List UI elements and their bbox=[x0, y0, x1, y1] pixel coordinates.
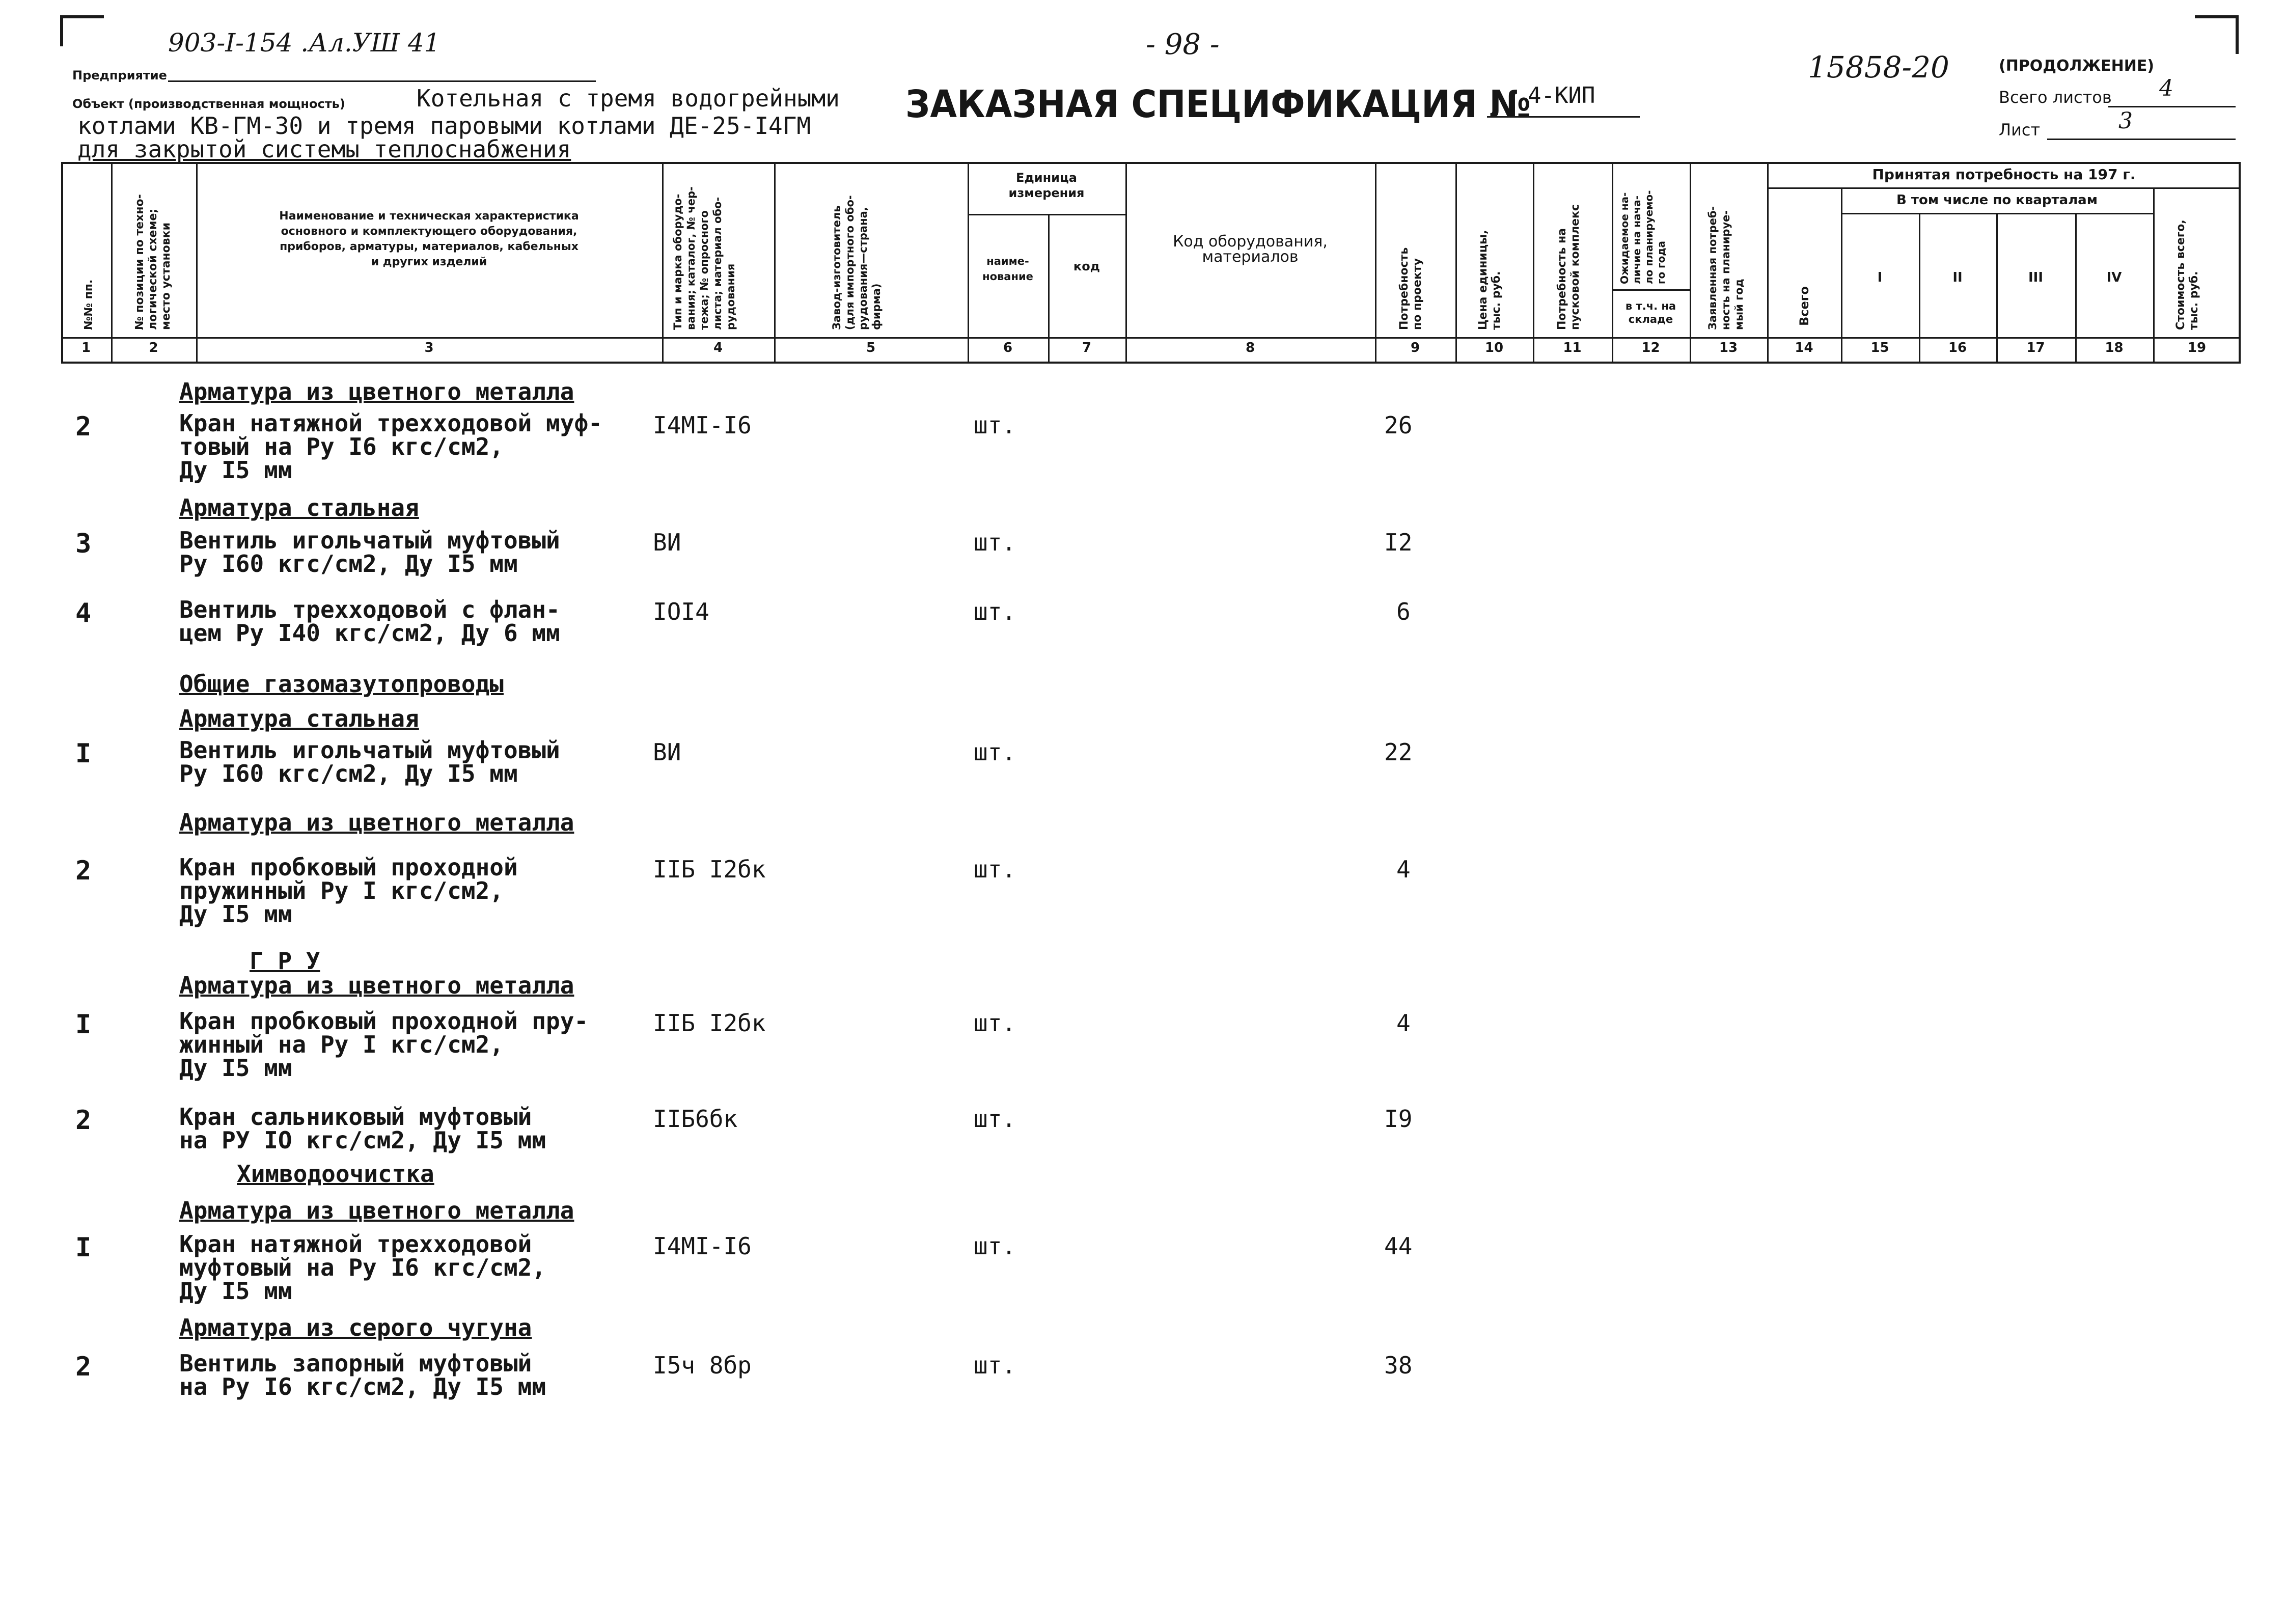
section-heading: Арматура из цветного металла bbox=[179, 809, 574, 836]
col-header-position: № позиции по техно- логической схеме; место установки bbox=[133, 194, 173, 330]
col-header-in-stock: в т.ч. на складе bbox=[1625, 300, 1676, 325]
item-type: IIБ I2бк bbox=[653, 856, 766, 883]
col-header-unit-name: наиме- нование bbox=[982, 255, 1033, 283]
section-heading: Арматура стальная bbox=[179, 494, 419, 521]
col-header-quarters: В том числе по кварталам bbox=[1896, 192, 2098, 208]
item-number: I bbox=[75, 1009, 92, 1040]
column-number: 6 bbox=[1003, 340, 1013, 355]
col-header-price: Цена единицы, тыс. руб. bbox=[1477, 230, 1503, 330]
col-border bbox=[774, 162, 776, 364]
document-title: ЗАКАЗНАЯ СПЕЦИФИКАЦИЯ № bbox=[905, 82, 1531, 126]
item-number: 2 bbox=[75, 411, 92, 442]
item-unit: шт. bbox=[974, 738, 1016, 766]
column-number: 2 bbox=[149, 340, 158, 355]
item-quantity: I9 bbox=[1384, 1105, 1413, 1133]
document-number: 15858-20 bbox=[1808, 50, 1949, 85]
enterprise-label: Предприятие bbox=[72, 68, 167, 82]
sheets-total-label: Всего листов bbox=[1999, 88, 2112, 107]
item-number: 2 bbox=[75, 1352, 92, 1382]
column-number: 5 bbox=[866, 340, 876, 355]
item-number: I bbox=[75, 1232, 92, 1263]
row-border bbox=[968, 214, 1125, 215]
col-header-equipment-code: Код оборудования, материалов bbox=[1173, 233, 1328, 266]
col-header-manufacturer: Завод-изготовитель (для импортного обо- рудования—страна, фирма) bbox=[831, 195, 883, 330]
item-quantity: 26 bbox=[1384, 411, 1413, 439]
item-quantity: 38 bbox=[1384, 1352, 1413, 1379]
col-border bbox=[196, 162, 198, 364]
column-number: 3 bbox=[424, 340, 434, 355]
row-border bbox=[1612, 289, 1690, 291]
column-number: 4 bbox=[713, 340, 723, 355]
col-header-unit-group: Единица измерения bbox=[1008, 171, 1085, 200]
row-border bbox=[1841, 213, 2153, 214]
section-heading: Арматура из цветного металла bbox=[179, 972, 574, 999]
column-number: 10 bbox=[1484, 340, 1504, 355]
column-number: 9 bbox=[1410, 340, 1420, 355]
item-name: Кран натяжной трехходовой муфтовый на Ру I6 кгс/см2, Ду I5 мм bbox=[179, 1230, 546, 1305]
item-number: 4 bbox=[75, 598, 92, 628]
item-unit: шт. bbox=[974, 1352, 1016, 1379]
item-quantity: I2 bbox=[1384, 529, 1413, 556]
col-header-demand: Потребность по проекту bbox=[1398, 247, 1424, 330]
col-border bbox=[1533, 162, 1534, 364]
item-type: ВИ bbox=[653, 529, 681, 556]
column-number: 19 bbox=[2187, 340, 2207, 355]
item-unit: шт. bbox=[974, 1232, 1016, 1260]
section-heading: Г Р У bbox=[250, 947, 320, 975]
section-heading: Арматура из серого чугуна bbox=[179, 1314, 532, 1341]
col-border bbox=[1767, 162, 1769, 364]
section-heading: Общие газомазутопроводы bbox=[179, 670, 504, 698]
item-name: Кран пробковый проходной пру- жинный на Ру I кгс/см2, Ду I5 мм bbox=[179, 1007, 589, 1082]
sheet-line bbox=[2047, 139, 2236, 140]
column-number: 14 bbox=[1795, 340, 1813, 355]
col-border bbox=[1455, 162, 1457, 364]
item-number: 2 bbox=[75, 856, 92, 886]
column-number: 12 bbox=[1641, 340, 1660, 355]
column-number: 15 bbox=[1870, 340, 1889, 355]
section-heading: Химводоочистка bbox=[237, 1160, 434, 1188]
column-number: 18 bbox=[2105, 340, 2124, 355]
col-header-name: Наименование и техническая характеристика основного и комплектующего оборудования, приборов, арматуры, материалов, кабельных и других изделий bbox=[279, 210, 579, 268]
page-number: - 98 - bbox=[1146, 28, 1220, 61]
column-number: 11 bbox=[1563, 340, 1582, 355]
item-type: IOI4 bbox=[653, 598, 709, 625]
item-type: ВИ bbox=[653, 738, 681, 766]
item-name: Кран натяжной трехходовой муф- товый на Ру I6 кгс/см2, Ду I5 мм bbox=[179, 409, 602, 484]
spec-number: 4-КИП bbox=[1528, 82, 1595, 108]
item-type: I4МI-I6 bbox=[653, 411, 752, 439]
item-name: Кран сальниковый муфтовый на РУ IO кгс/см2, Ду I5 мм bbox=[179, 1103, 546, 1154]
continuation-label: (ПРОДОЛЖЕНИЕ) bbox=[1999, 57, 2155, 75]
col-border bbox=[1612, 162, 1613, 364]
item-type: I4МI-I6 bbox=[653, 1232, 752, 1260]
col-header-startup: Потребность на пусковой комплекс bbox=[1556, 204, 1582, 330]
item-quantity: 44 bbox=[1384, 1232, 1413, 1260]
section-heading: Арматура из цветного металла bbox=[179, 1197, 574, 1224]
item-name: Вентиль игольчатый муфтовый Ру I60 кгс/см2, Ду I5 мм bbox=[179, 527, 560, 577]
item-unit: шт. bbox=[974, 529, 1016, 556]
sheet-value: 3 bbox=[2118, 108, 2133, 134]
col-header-q3: III bbox=[2028, 270, 2044, 285]
item-unit: шт. bbox=[974, 856, 1016, 883]
col-header-cost: Стоимость всего, тыс. руб. bbox=[2174, 219, 2200, 330]
section-heading: Арматура из цветного металла bbox=[179, 378, 574, 405]
col-header-expected: Ожидаемое на- личие на нача- ло планируемо- го года bbox=[1618, 190, 1667, 284]
sheets-total-line bbox=[2108, 106, 2236, 107]
col-header-type: Тип и марка оборудо- вания; каталог, № чер- тежа; № опросного листа; материал обо- рудования bbox=[672, 186, 737, 330]
item-number: I bbox=[75, 738, 92, 769]
sheets-total-value: 4 bbox=[2159, 75, 2173, 101]
column-number: 17 bbox=[2026, 340, 2045, 355]
item-unit: шт. bbox=[974, 1009, 1016, 1037]
col-header-accepted: Принятая потребность на 197 г. bbox=[1872, 166, 2136, 183]
item-quantity: 6 bbox=[1396, 598, 1411, 625]
col-header-q4: IV bbox=[2106, 270, 2122, 285]
column-number: 7 bbox=[1082, 340, 1092, 355]
enterprise-line bbox=[168, 80, 596, 82]
object-line-3: для закрытой системы теплоснабжения bbox=[77, 135, 571, 163]
item-type: I5ч 8бр bbox=[653, 1352, 752, 1379]
row-border bbox=[61, 337, 2241, 339]
item-unit: шт. bbox=[974, 1105, 1016, 1133]
item-quantity: 4 bbox=[1396, 1009, 1411, 1037]
corner-mark-top-right bbox=[2195, 15, 2239, 54]
col-border bbox=[1375, 162, 1376, 364]
item-name: Вентиль запорный муфтовый на Ру I6 кгс/см2, Ду I5 мм bbox=[179, 1350, 546, 1400]
item-quantity: 22 bbox=[1384, 738, 1413, 766]
col-border bbox=[662, 162, 664, 364]
sheet-label: Лист bbox=[1999, 120, 2041, 140]
column-number: 13 bbox=[1719, 340, 1738, 355]
column-number: 8 bbox=[1245, 340, 1255, 355]
item-number: 3 bbox=[75, 529, 92, 559]
item-type: IIБ I2бк bbox=[653, 1009, 766, 1037]
col-header-q2: II bbox=[1952, 270, 1963, 285]
item-unit: шт. bbox=[974, 598, 1016, 625]
col-border bbox=[1690, 162, 1691, 364]
object-label: Объект (производственная мощность) bbox=[72, 97, 345, 111]
column-number: 16 bbox=[1948, 340, 1967, 355]
item-name: Вентиль трехходовой с флан- цем Ру I40 кгс/см2, Ду 6 мм bbox=[179, 596, 560, 647]
item-quantity: 4 bbox=[1396, 856, 1411, 883]
object-line-2: котлами КВ-ГМ-30 и тремя паровыми котлами ДЕ-25-I4ГМ bbox=[77, 112, 811, 140]
item-number: 2 bbox=[75, 1105, 92, 1136]
item-unit: шт. bbox=[974, 411, 1016, 439]
section-heading: Арматура стальная bbox=[179, 705, 419, 732]
object-line-1: Котельная с тремя водогрейными bbox=[417, 85, 840, 112]
col-header-unit-code: код bbox=[1073, 259, 1100, 273]
item-type: IIБ6бк bbox=[653, 1105, 738, 1133]
corner-mark-top-left bbox=[60, 15, 104, 46]
document-code: 903-I-154 .Ал.УШ 41 bbox=[168, 28, 440, 58]
item-name: Кран пробковый проходной пружинный Ру I кгс/см2, Ду I5 мм bbox=[179, 854, 518, 928]
column-number: 1 bbox=[81, 340, 91, 355]
col-header-total: Всего bbox=[1797, 286, 1811, 326]
row-border bbox=[1767, 187, 2241, 189]
col-border bbox=[111, 162, 113, 364]
spec-number-line bbox=[1487, 116, 1640, 118]
col-header-requested: Заявленная потреб- ность на планируе- мый год bbox=[1706, 206, 1745, 330]
item-name: Вентиль игольчатый муфтовый Ру I60 кгс/см2, Ду I5 мм bbox=[179, 736, 560, 787]
col-header-num: №№ пп. bbox=[82, 279, 95, 330]
col-header-q1: I bbox=[1877, 270, 1883, 285]
